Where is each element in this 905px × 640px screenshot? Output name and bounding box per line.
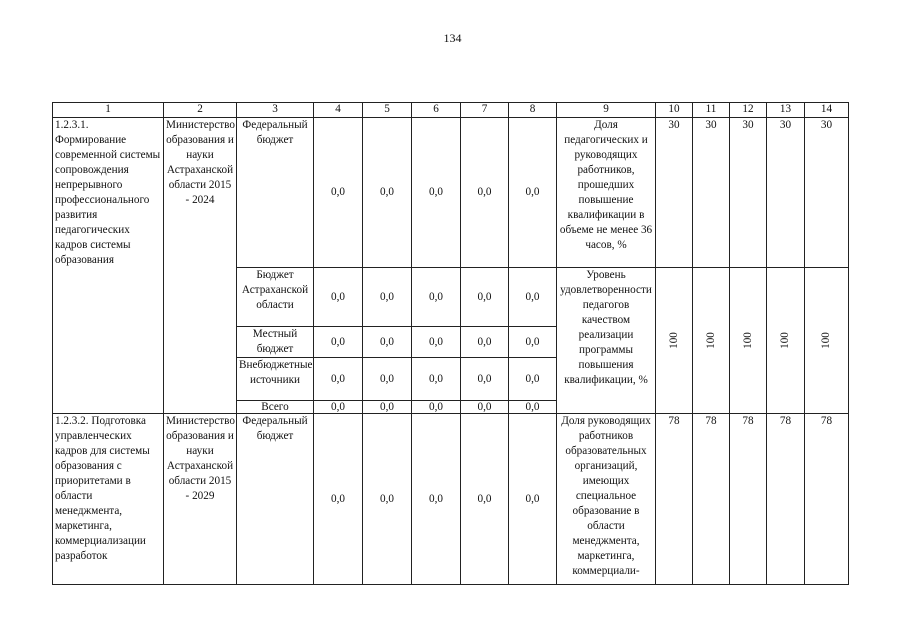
value-cell: 0,0 [363, 401, 412, 414]
column-header: 9 [557, 103, 656, 118]
table-row [53, 118, 849, 268]
column-header: 5 [363, 103, 412, 118]
funding-source: Федеральный бюджет [237, 414, 314, 585]
indicator-value: 100 [667, 332, 680, 349]
indicator-text: Доля педагогических и руководящих работников, прошедших повышение квалификации в объеме не менее 36 часов, % [557, 118, 656, 268]
value-cell: 0,0 [363, 327, 412, 358]
column-header: 8 [509, 103, 557, 118]
indicator-value: 30 [730, 118, 767, 268]
column-header: 14 [805, 103, 849, 118]
value-cell: 0,0 [314, 401, 363, 414]
column-header: 7 [461, 103, 509, 118]
value-cell: 0,0 [509, 118, 557, 268]
item-executor: Министерство образования и науки Астраханской области 2015 - 2024 [164, 118, 237, 414]
funding-source: Всего [237, 401, 314, 414]
value-cell: 0,0 [461, 268, 509, 327]
value-cell: 0,0 [509, 327, 557, 358]
table-row [53, 414, 849, 585]
column-header: 10 [656, 103, 693, 118]
funding-source: Внебюджетные источники [237, 358, 314, 401]
table-header-row [53, 103, 849, 118]
indicator-value: 78 [805, 414, 849, 585]
item-executor: Министерство образования и науки Астраханской области 2015 - 2029 [164, 414, 237, 585]
value-cell: 0,0 [363, 358, 412, 401]
indicator-value: 100 [704, 332, 717, 349]
indicator-value: 78 [730, 414, 767, 585]
value-cell: 0,0 [314, 118, 363, 268]
indicator-value: 30 [805, 118, 849, 268]
indicator-value: 100 [741, 332, 754, 349]
indicator-value: 30 [656, 118, 693, 268]
value-cell: 0,0 [412, 414, 461, 585]
value-cell: 0,0 [412, 268, 461, 327]
value-cell: 0,0 [412, 327, 461, 358]
value-cell: 0,0 [363, 414, 412, 585]
column-header: 3 [237, 103, 314, 118]
value-cell: 0,0 [461, 401, 509, 414]
value-cell: 0,0 [363, 268, 412, 327]
value-cell: 0,0 [461, 414, 509, 585]
column-header: 6 [412, 103, 461, 118]
value-cell: 0,0 [509, 401, 557, 414]
indicator-value: 30 [767, 118, 805, 268]
item-name: 1.2.3.2. Подготовка управленческих кадров для системы образования с приоритетами в области менеджмента, маркетинга, коммерциализации разработок [53, 414, 164, 585]
column-header: 12 [730, 103, 767, 118]
page-number: 134 [443, 31, 462, 45]
column-header: 11 [693, 103, 730, 118]
funding-source: Бюджет Астраханской области [237, 268, 314, 327]
value-cell: 0,0 [412, 401, 461, 414]
indicator-value: 30 [693, 118, 730, 268]
value-cell: 0,0 [461, 327, 509, 358]
value-cell: 0,0 [509, 414, 557, 585]
value-cell: 0,0 [509, 268, 557, 327]
indicator-value: 78 [767, 414, 805, 585]
indicator-text: Уровень удовлетворенности педагогов качеством реализации программы повышения квалификации, % [557, 268, 656, 414]
indicator-text: Доля руководящих работников образовательных организаций, имеющих специальное образование в области менеджмента, маркетинга, коммерциали- [557, 414, 656, 585]
value-cell: 0,0 [314, 327, 363, 358]
column-header: 1 [53, 103, 164, 118]
value-cell: 0,0 [314, 358, 363, 401]
budget-table [52, 102, 849, 585]
indicator-value: 78 [656, 414, 693, 585]
column-header: 13 [767, 103, 805, 118]
value-cell: 0,0 [461, 118, 509, 268]
value-cell: 0,0 [509, 358, 557, 401]
column-header: 4 [314, 103, 363, 118]
column-header: 2 [164, 103, 237, 118]
value-cell: 0,0 [363, 118, 412, 268]
indicator-value: 100 [820, 332, 832, 349]
item-name: 1.2.3.1. Формирование современной системы сопровождения непрерывного профессионального развития педагогических кадров системы образования [53, 118, 164, 414]
value-cell: 0,0 [314, 414, 363, 585]
funding-source: Федеральный бюджет [237, 118, 314, 268]
indicator-value: 78 [693, 414, 730, 585]
value-cell: 0,0 [461, 358, 509, 401]
value-cell: 0,0 [412, 358, 461, 401]
indicator-value: 100 [779, 332, 791, 349]
value-cell: 0,0 [314, 268, 363, 327]
funding-source: Местный бюджет [237, 327, 314, 358]
value-cell: 0,0 [412, 118, 461, 268]
